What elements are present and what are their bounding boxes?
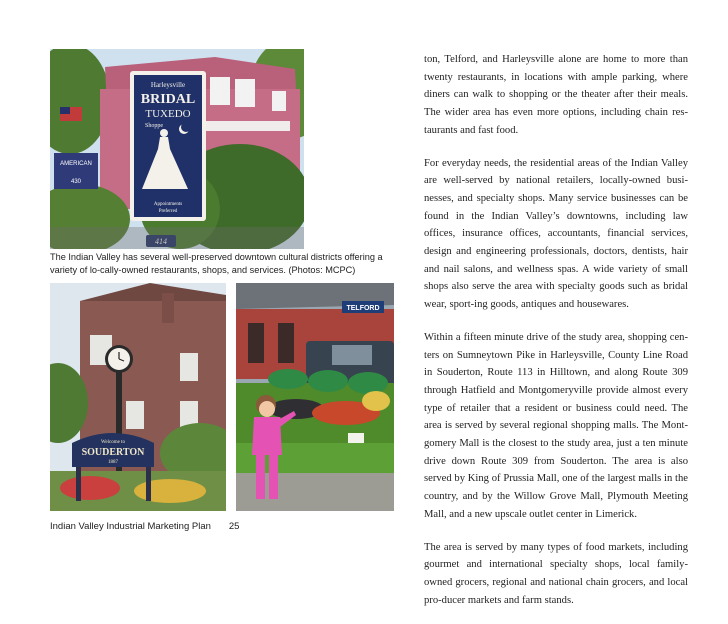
address-plate: 414	[155, 237, 167, 246]
photo-caption: The Indian Valley has several well-preserved downtown cultural districts offering a variety of lo-cally-owned restaurants, shops, and services. (Photos: MCPC)	[50, 252, 383, 275]
page-number: 25	[228, 521, 240, 532]
sign-line-6: Preferred	[158, 209, 178, 214]
sign-welcome: Welcome to	[101, 440, 125, 445]
footer-title: Indian Valley Industrial Marketing Plan	[50, 521, 211, 532]
souderton-sign-photo	[50, 283, 226, 511]
body-text-column	[424, 51, 688, 624]
sign-year: 1887	[108, 460, 118, 465]
sign-line-5: Appointments	[153, 202, 183, 207]
page-footer	[50, 521, 239, 532]
paragraph-shopping-centers: Within a fifteen minute drive of the study area, shopping cen-ters on Sumneytown Pike in Harleysville, County Line Road in Souderton, Route 113 in Hilltown, and along Route 309 through Hatfield and Montgomeryville provide almost every type of retailer that a resident or business could need. The area is served by several regional shopping malls. The Mont-gomery Mall is the closest to the study area, just a ten minute drive down Route 309 from Souderton. The area is also served by King of Prussia Mall, one of the largest malls in the country, and by the Willow Grove Mall, Plymouth Meeting Mall, and a new upscale outlet center in Limerick.	[424, 331, 688, 520]
side-sign-text: AMERICAN	[60, 161, 92, 167]
sign-line-3: TUXEDO	[145, 108, 191, 120]
paragraph-everyday-needs: For everyday needs, the residential areas of the Indian Valley are well-served by national retailers, locally-owned busi-nesses, and specialty shops. Many service businesses can be found in the Indian Valley’s downtowns, including law offices, insurance offices, accountants, financial services, design and engineering professionals, doctors, dentists, hair and nail salons, and wellness spas. A wide variety of small shops also serve the area with specialty goods such as bridal wear, sport-ing goods, antiques and housewares.	[424, 157, 688, 311]
sign-line-4: Shoppe	[145, 123, 163, 129]
sign-line-1: Harleysville	[150, 81, 186, 89]
farm-stand-photo	[236, 283, 394, 511]
paragraph-restaurants: ton, Telford, and Harleysville alone are home to more than twenty restaurants, in locations with ample parking, where diners can walk to shopping or the theater after their meals. The wider area has even more options, including chain res-taurants and fast food.	[424, 54, 688, 136]
station-sign: TELFORD	[346, 305, 380, 312]
sign-line-2: BRIDAL	[140, 92, 196, 107]
sign-town-name: SOUDERTON	[81, 447, 145, 458]
bridal-shop-photo	[50, 49, 304, 249]
paragraph-food-markets: The area is served by many types of food markets, including gourmet and international specialty shops, local family-owned grocers, regional and national chain grocers, and local pro-ducer markets and farm stands.	[424, 541, 688, 606]
side-sign-number: 430	[70, 179, 82, 185]
